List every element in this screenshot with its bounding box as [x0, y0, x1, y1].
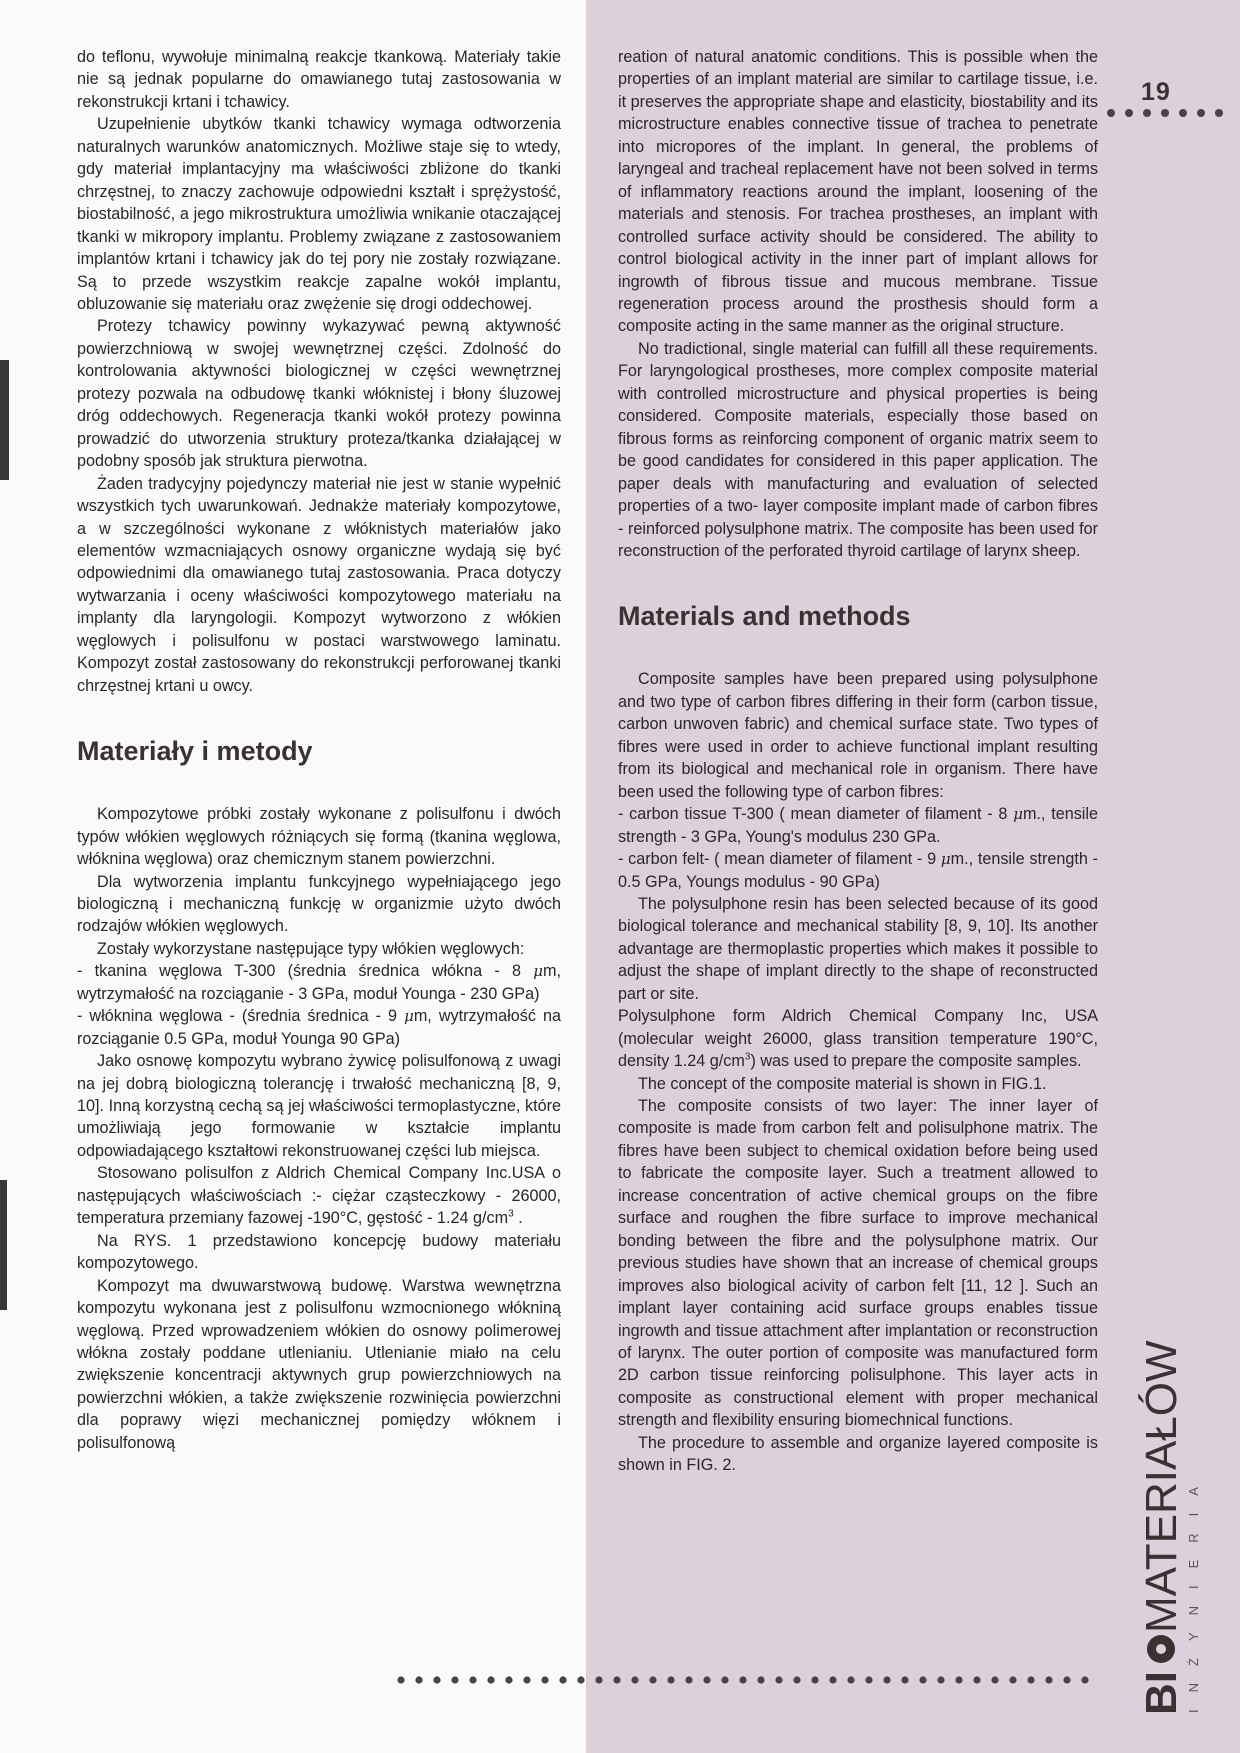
- footer-dot-icon: [1045, 1676, 1052, 1683]
- paragraph-text: .: [513, 1209, 523, 1228]
- logo-main: MATERIAŁÓW: [1137, 1340, 1186, 1633]
- footer-dot-icon: [865, 1676, 872, 1683]
- footer-dot-icon: [541, 1676, 548, 1683]
- paragraph: Kompozytowe próbki zostały wykonane z polisulfonu i dwóch typów włókien węglowych różniących się formą (tkanina węglowa, włóknina węglowa) oraz chemicznym stanem powierzchni.: [77, 805, 561, 869]
- page-number-dots: [1105, 106, 1225, 120]
- footer-dot-icon: [559, 1676, 566, 1683]
- footer-dot-icon: [721, 1676, 728, 1683]
- binding-edge: [0, 1180, 7, 1310]
- footer-dot-icon: [505, 1676, 512, 1683]
- list-text: - carbon felt- ( mean diameter of filament - 9: [618, 850, 941, 869]
- footer-dot-icon: [883, 1676, 890, 1683]
- footer-dot-icon: [595, 1676, 602, 1683]
- list-item: [618, 803, 1098, 848]
- english-text-column: [618, 46, 1098, 1477]
- footer-dot-icon: [451, 1676, 458, 1683]
- paragraph: The polysulphone resin has been selected because of its good biological tolerance and mechanical stability [8, 9, 10]. Its another advantage are thermoplastic properties which makes it possible to adjust the shape of implant directly to the shape of reconstructed part or site.: [618, 894, 1098, 1003]
- footer-dot-row: [395, 1674, 1095, 1686]
- superscript: 3: [744, 1051, 751, 1063]
- footer-dot-icon: [919, 1676, 926, 1683]
- footer-dot-icon: [1009, 1676, 1016, 1683]
- footer-dot-icon: [739, 1676, 746, 1683]
- binding-edge: [0, 360, 9, 480]
- unit-symbol: μ: [533, 962, 544, 981]
- footer-dot-icon: [487, 1676, 494, 1683]
- footer-dot-icon: [469, 1676, 476, 1683]
- paragraph: Jako osnowę kompozytu wybrano żywicę polisulfonową z uwagi na jej dobrą biologiczną tolerancję i trwałość mechaniczną [8, 9, 10]. Inną korzystną cechą są jej właściwości termoplastyczne, które umożliwiają jego formowanie w kształcie implantu odpowiadającego kształtowi rekonstruowanej części lub miejsca.: [77, 1052, 561, 1160]
- footer-dot-icon: [685, 1676, 692, 1683]
- paragraph: [77, 1162, 561, 1229]
- logo-prefix: BI: [1137, 1671, 1186, 1715]
- paragraph: Uzupełnienie ubytków tkanki tchawicy wymaga odtworzenia naturalnych warunków anatomicznych. Możliwe staje się to wtedy, gdy materiał implantacyjny ma właściwości zbliżone do tkanki chrzęstnej, to znaczy zachowuje odpowiedni kształt i sprężystość, biostabilność, a jego mikrostruktura umożliwia wnikanie otaczającej tkanki w mikropory implantu. Problemy związane z zastosowaniem implantów krtani i tchawicy jak do tej pory nie zostały rozwiązane. Są to przede wszystkim reakcje zapalne wokół implantu, obluzowanie się materiału oraz zwężenie się drogi oddechowej.: [77, 115, 561, 313]
- list-text: - carbon tissue T-300 ( mean diameter of filament - 8: [618, 805, 1014, 824]
- footer-dot-icon: [631, 1676, 638, 1683]
- section-heading: Materials and methods: [618, 601, 911, 632]
- paragraph: Composite samples have been prepared using polysulphone and two type of carbon fibres differing in their form (carbon tissue, carbon unwoven fabric) and chemical surface state. Two types of fibres were used in order to achieve functional implant resulting from its biological and mechanical role in organism. There have been used the following type of carbon fibres:: [618, 670, 1098, 801]
- footer-dot-icon: [829, 1676, 836, 1683]
- list-item: [77, 1005, 561, 1050]
- footer-dot-icon: [937, 1676, 944, 1683]
- footer-dot-icon: [757, 1676, 764, 1683]
- paragraph: do teflonu, wywołuje minimalną reakcje tkankową. Materiały takie nie są jednak popularne do omawianego tutaj zastosowania w rekonstrukcji krtani i tchawicy.: [77, 48, 561, 111]
- footer-dot-icon: [1081, 1676, 1088, 1683]
- paragraph: No tradictional, single material can fulfill all these requirements. For laryngological prostheses, more complex composite material with controlled microstructure and physical properties is being considered. Composite materials, especially those based on fibrous forms as reinforcing component of organic matrix seem to be good candidates for considered in this paper application. The paper deals with manufacturing and evaluation of selected properties of a two- layer composite implant made of carbon fibres - reinforced polysulphone matrix. The composite has been used for reconstruction of the perforated thyroid cartilage of larynx sheep.: [618, 339, 1098, 560]
- paragraph: Kompozyt ma dwuwarstwową budowę. Warstwa wewnętrzna kompozytu wykonana jest z polisulfonu wzmocnionego włókniną węglową. Przed wprowadzeniem włókien do osnowy polimerowej włókna zostały poddane utlenianiu. Utlenianie miało na celu zwiększenie koncentracji aktywnych grup powierzchniowych na powierzchni włókien, a także zwiększenie rozwinięcia powierzchni dla poprawy więzi mechanicznej pomiędzy włóknem i polisulfonową: [77, 1276, 561, 1452]
- footer-dot-icon: [1063, 1676, 1070, 1683]
- polish-text-column: [77, 46, 561, 1454]
- footer-dot-icon: [973, 1676, 980, 1683]
- list-text: m., tensile strength - 3 GPa, Young's modulus 230 GPa.: [618, 805, 1098, 846]
- list-text: m, wytrzymałość na rozciąganie 0.5 GPa, moduł Younga 90 GPa): [77, 1007, 561, 1048]
- footer-dot-icon: [703, 1676, 710, 1683]
- footer-dot-icon: [1027, 1676, 1034, 1683]
- footer-dot-icon: [397, 1676, 404, 1683]
- footer-dot-icon: [901, 1676, 908, 1683]
- footer-dot-icon: [775, 1676, 782, 1683]
- paragraph: The concept of the composite material is shown in FIG.1.: [638, 1074, 1047, 1093]
- footer-dot-icon: [811, 1676, 818, 1683]
- superscript: 3: [508, 1208, 514, 1220]
- paragraph: [618, 1005, 1098, 1072]
- list-item: [618, 848, 1098, 893]
- paragraph: The composite consists of two layer: The inner layer of composite is made from carbon felt and polisulphone matrix. The fibres have been subject to chemical oxidation before being used to fabricate the composite layer. Such a treatment allowed to increase concentration of active chemical groups on the fibre surface and roughen the fibre surface to improve mechanical bonding between the fibre and the polysulphone matrix. Our previous studies have shown that an increase of chemical groups improves also biological acivity of carbon felt [11, 12 ]. Such an implant layer containing acid surface groups enables tissue ingrowth and tissue attachment after implantation or reconstruction of larynx. The outer portion of composite was manufactured form 2D carbon tissue reinforcing polisulphone. This layer acts in composite as constructional element with proper mechanical strength and flexibility ensuring biomechnical functions.: [618, 1097, 1098, 1430]
- footer-dot-icon: [955, 1676, 962, 1683]
- unit-symbol: μ: [404, 1007, 414, 1026]
- list-item: [77, 960, 561, 1005]
- footer-dot-icon: [523, 1676, 530, 1683]
- footer-dot-icon: [613, 1676, 620, 1683]
- footer-dot-icon: [649, 1676, 656, 1683]
- list-text: - włóknina węglowa - (średnia średnica - 9: [77, 1007, 405, 1026]
- paragraph: Dla wytworzenia implantu funkcyjnego wypełniającego jego biologiczną i mechaniczną funkcję w organizmie użyto dwóch rodzajów włókien węglowych.: [77, 872, 561, 936]
- footer-dot-icon: [433, 1676, 440, 1683]
- paragraph-text: Polysulphone form Aldrich Chemical Company Inc, USA (molecular weight 26000, glass transition temperature 190°C, density 1.24 g/cm: [618, 1007, 1098, 1071]
- footer-dot-icon: [667, 1676, 674, 1683]
- paragraph: Protezy tchawicy powinny wykazywać pewną aktywność powierzchniową w swojej wewnętrznej części. Zdolność do kontrolowania aktywności biologicznej w części wewnętrznej protezy pozwala na odbudowę tkanki włóknistej i błony śluzowej dróg oddechowych. Regeneracja tkanki wokół protezy powinna prowadzić do utworzenia struktury proteza/tkanka działającej w podobny sposób jak struktura pierwotna.: [77, 317, 561, 471]
- paragraph-text: Stosowano polisulfon z Aldrich Chemical Company Inc.USA o następujących właściwościach :- ciężar cząsteczkowy - 26000, temperatura przemiany fazowej -190°C, gęstość - 1.24 g/cm: [77, 1164, 561, 1228]
- paragraph: reation of natural anatomic conditions. This is possible when the properties of an implant material are similar to cartilage tissue, i.e. it preserves the appropriate shape and elasticity, biostability and its microstructure enables connective tissue of trachea to penetrate into micropores of the implant. In general, the problems of laryngeal and tracheal replacement have not been solved in terms of inflammatory reactions around the implant, loosening of the materials and stenosis. For trachea prostheses, an implant with controlled surface activity should be considered. The ability to control biological activity in the inner part of implant allows for ingrowth of fibrous tissue and mucous membrane. Tissue regeneration process around the prosthesis should form a composite acting in the same manner as the original structure.: [618, 48, 1098, 336]
- paragraph: Zostały wykorzystane następujące typy włókien węglowych:: [97, 939, 525, 958]
- footer-dot-icon: [847, 1676, 854, 1683]
- list-text: m., tensile strength - 0.5 GPa, Youngs modulus - 90 GPa): [618, 850, 1099, 891]
- journal-logo: [1118, 1330, 1208, 1720]
- unit-symbol: μ: [1013, 805, 1023, 824]
- list-text: m, wytrzymałość na rozciąganie - 3 GPa, moduł Younga - 230 GPa): [77, 962, 561, 1003]
- section-heading: Materiały i metody: [77, 736, 313, 767]
- paragraph: Na RYS. 1 przedstawiono koncepcję budowy materiału kompozytowego.: [77, 1231, 561, 1273]
- page-number: 19: [1141, 78, 1171, 106]
- footer-dot-icon: [991, 1676, 998, 1683]
- paragraph: Żaden tradycyjny pojedynczy materiał nie jest w stanie wypełnić wszystkich tych uwarunkowań. Jednakże materiały kompozytowe, a w szczególności wykonane z włóknistych materiałów jako elementów wzmacniających osnowy organiczne wydają się być odpowiednimi dla omawianego tutaj zastosowania. Praca dotyczy wytwarzania i oceny właściwości kompozytowego materiału na implanty dla laryngologii. Kompozyt wytworzono z włókien węglowych i polisulfonu w postaci warstwowego laminatu. Kompozyt został zastosowany do rekonstrukcji perforowanej tkanki chrzęstnej krtani u owcy.: [77, 474, 561, 695]
- footer-dot-icon: [415, 1676, 422, 1683]
- footer-dot-icon: [577, 1676, 584, 1683]
- footer-dot-icon: [793, 1676, 800, 1683]
- paragraph-text: ) was used to prepare the composite samples.: [750, 1052, 1082, 1071]
- logo-o-center-icon: [1156, 1644, 1166, 1654]
- unit-symbol: μ: [940, 850, 951, 869]
- logo-small: INŻYNIERIA: [1186, 1470, 1201, 1713]
- list-text: - tkanina węglowa T-300 (średnia średnica włókna - 8: [77, 962, 534, 981]
- paragraph: The procedure to assemble and organize layered composite is shown in FIG. 2.: [618, 1433, 1098, 1475]
